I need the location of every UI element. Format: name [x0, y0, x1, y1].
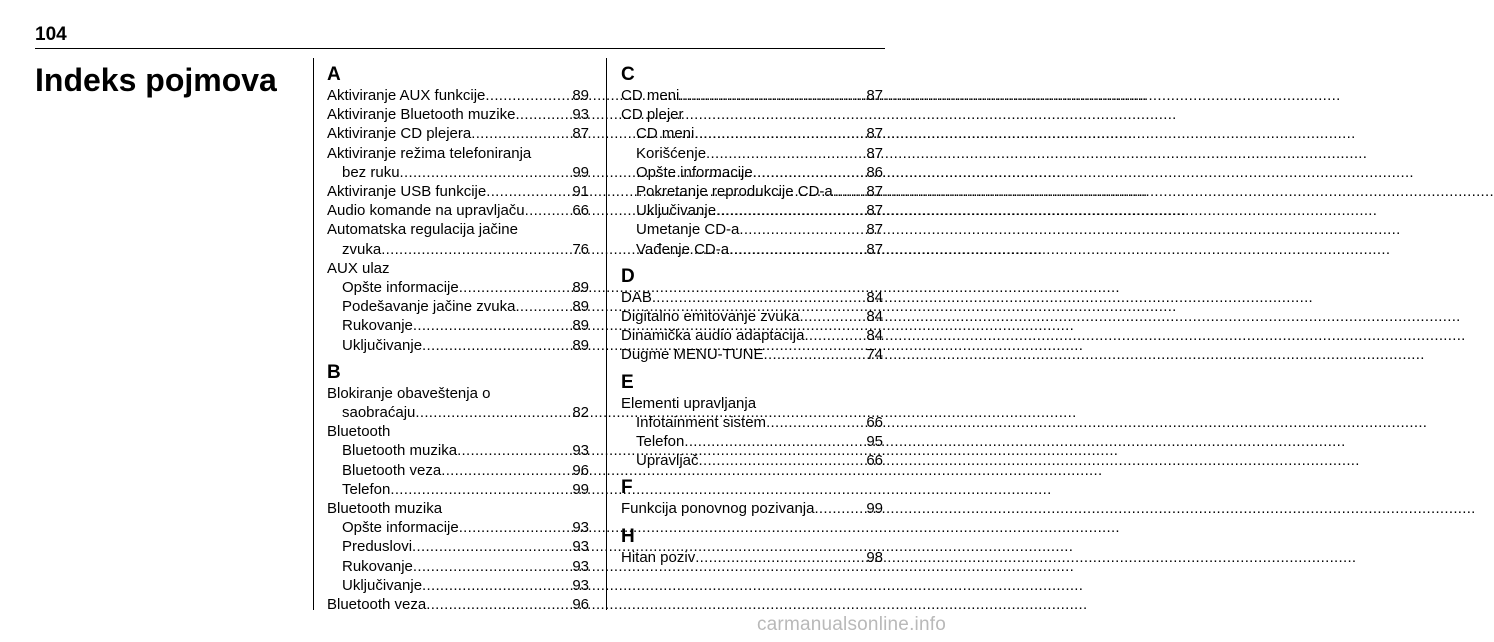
column-divider-1 — [313, 58, 314, 610]
entry-label: bez ruku — [342, 163, 400, 181]
index-subentry — [327, 518, 589, 537]
watermark-text: carmanualsonline.info — [756, 614, 946, 635]
dot-leader — [525, 201, 572, 220]
dot-leader — [706, 144, 865, 163]
entry-page-number: 87 — [572, 125, 589, 143]
dot-leader — [699, 451, 866, 470]
entry-label: Aktiviranje CD plejera — [327, 125, 472, 143]
dot-leader — [422, 576, 571, 595]
dot-leader — [804, 326, 865, 345]
entry-page-number: 89 — [572, 298, 589, 316]
entry-label: Podešavanje jačine zvuka — [342, 298, 516, 316]
dot-leader — [716, 201, 865, 220]
index-subentry — [327, 278, 589, 297]
index-subentry — [621, 201, 883, 220]
section-letter: F — [621, 477, 633, 499]
index-subentry — [621, 124, 883, 143]
index-subentry — [327, 240, 589, 259]
dot-leader — [390, 480, 571, 499]
header-rule — [35, 48, 885, 49]
entry-label: Preduslovi — [342, 538, 413, 556]
entry-page-number: 84 — [866, 288, 883, 306]
entry-label: Hitan poziv — [621, 548, 696, 566]
index-section — [621, 372, 883, 471]
dot-leader — [485, 86, 571, 105]
entry-label: CD plejer — [621, 106, 684, 124]
index-subentry — [621, 240, 883, 259]
dot-leader — [413, 316, 571, 335]
entry-page-number: 91 — [572, 183, 589, 201]
index-entry — [621, 326, 883, 345]
entry-label: Telefon — [342, 480, 391, 498]
dot-leader — [422, 336, 571, 355]
index-entry — [327, 499, 589, 518]
entry-label: CD meni — [621, 87, 680, 104]
index-subentry — [327, 576, 589, 595]
entry-page-number: 87 — [866, 183, 883, 201]
index-entry — [621, 288, 883, 307]
dot-leader — [833, 182, 866, 201]
index-section — [621, 526, 883, 567]
entry-label: AUX ulaz — [327, 259, 390, 277]
entry-page-number: 86 — [866, 163, 883, 181]
dot-leader — [729, 240, 865, 259]
entry-label: Funkcija ponovnog pozivanja — [621, 500, 815, 518]
index-subentry — [327, 163, 589, 182]
entry-label: Bluetooth muzika — [327, 500, 443, 518]
entry-label: Opšte informacije — [342, 279, 459, 297]
entry-label: Aktiviranje Bluetooth muzike — [327, 106, 516, 124]
index-subentry — [327, 461, 589, 480]
index-subentry — [621, 182, 883, 201]
index-column-1 — [327, 64, 589, 621]
section-letter: H — [621, 525, 635, 547]
entry-label: Uključivanje — [342, 576, 423, 594]
entry-label: Rukovanje — [342, 557, 413, 575]
entry-label: Digitalno emitovanje zvuka — [621, 308, 800, 326]
dot-leader — [679, 86, 865, 105]
dot-leader — [684, 432, 865, 451]
dot-leader — [415, 403, 571, 422]
entry-label: Aktiviranje režima telefoniranja — [327, 144, 532, 162]
entry-label: Upravljač — [636, 452, 699, 470]
dot-leader — [413, 557, 571, 576]
entry-page-number: 66 — [866, 413, 883, 431]
entry-page-number: 96 — [572, 461, 589, 479]
index-subentry — [621, 144, 883, 163]
index-subentry — [621, 451, 883, 470]
entry-page-number: 89 — [572, 279, 589, 297]
section-letter: B — [327, 361, 341, 383]
entry-label: zvuka — [342, 240, 382, 258]
entry-page-number: 66 — [866, 452, 883, 470]
entry-label: saobraćaju — [342, 404, 416, 422]
page-number: 104 — [35, 24, 67, 45]
index-entry — [621, 499, 883, 518]
index-entry — [621, 345, 883, 364]
index-entry — [327, 124, 589, 143]
index-subentry — [621, 413, 883, 432]
entry-page-number: 93 — [572, 576, 589, 594]
dot-leader — [764, 345, 866, 364]
entry-label: Aktiviranje AUX funkcije — [327, 87, 486, 104]
index-subentry — [327, 316, 589, 335]
entry-page-number: 82 — [572, 404, 589, 422]
entry-page-number: 99 — [572, 163, 589, 181]
entry-page-number: 99 — [866, 500, 883, 518]
entry-label: Pokretanje reprodukcije CD-a — [636, 183, 833, 201]
index-subentry — [621, 432, 883, 451]
section-letter: E — [621, 371, 634, 393]
page-title: Indeks pojmova — [35, 62, 277, 98]
entry-page-number: 89 — [572, 336, 589, 354]
entry-page-number: 84 — [866, 308, 883, 326]
dot-leader — [652, 288, 865, 307]
entry-page-number: 66 — [572, 202, 589, 220]
index-section — [327, 64, 589, 355]
dot-leader — [695, 548, 865, 567]
index-entry — [327, 259, 589, 278]
index-entry — [327, 182, 589, 201]
entry-label: Rukovanje — [342, 317, 413, 335]
entry-page-number: 96 — [572, 596, 589, 614]
dot-leader — [400, 163, 572, 182]
entry-label: Dugme MENU-TUNE — [621, 346, 764, 364]
dot-leader — [426, 595, 571, 614]
entry-label: Dinamička audio adaptacija — [621, 327, 805, 345]
dot-leader — [515, 297, 571, 316]
entry-label: Bluetooth veza — [327, 596, 427, 614]
entry-label: Bluetooth veza — [342, 461, 442, 479]
dot-leader — [381, 240, 571, 259]
entry-label: Uključivanje — [342, 336, 423, 354]
entry-page-number: 93 — [572, 106, 589, 124]
entry-label: Vađenje CD-a — [636, 240, 730, 258]
index-entry — [327, 384, 589, 403]
entry-page-number: 87 — [866, 240, 883, 258]
entry-label: Opšte informacije — [342, 519, 459, 537]
entry-label: Opšte informacije — [636, 163, 753, 181]
section-letter: D — [621, 265, 635, 287]
entry-page-number: 87 — [866, 144, 883, 162]
dot-leader — [459, 518, 572, 537]
dot-leader — [766, 413, 865, 432]
index-subentry — [327, 537, 589, 556]
entry-page-number: 93 — [572, 557, 589, 575]
dot-leader — [486, 182, 571, 201]
entry-label: Infotainment sistem — [636, 413, 767, 431]
entry-label: CD meni — [636, 125, 695, 143]
index-subentry — [327, 480, 589, 499]
entry-label: Umetanje CD-a — [636, 221, 740, 239]
index-subentry — [327, 336, 589, 355]
dot-leader — [459, 278, 572, 297]
dot-leader — [739, 220, 865, 239]
index-entry — [621, 307, 883, 326]
entry-page-number: 87 — [866, 221, 883, 239]
index-entry — [621, 105, 883, 124]
entry-page-number: 87 — [866, 87, 883, 104]
index-column-2 — [621, 64, 883, 574]
dot-leader — [814, 499, 865, 518]
entry-label: Korišćenje — [636, 144, 707, 162]
index-subentry — [327, 297, 589, 316]
entry-page-number: 98 — [866, 548, 883, 566]
index-entry — [621, 548, 883, 567]
entry-label: Bluetooth — [327, 423, 391, 441]
entry-label: Uključivanje — [636, 202, 717, 220]
index-entry — [327, 105, 589, 124]
index-section — [621, 266, 883, 365]
index-entry — [621, 86, 883, 105]
index-subentry — [327, 403, 589, 422]
entry-label: Aktiviranje USB funkcije — [327, 183, 487, 201]
dot-leader — [799, 307, 865, 326]
index-subentry — [327, 557, 589, 576]
entry-page-number: 74 — [866, 346, 883, 364]
entry-page-number: 93 — [572, 442, 589, 460]
dot-leader — [457, 441, 571, 460]
index-entry — [327, 595, 589, 614]
entry-page-number: 93 — [572, 538, 589, 556]
entry-page-number: 93 — [572, 519, 589, 537]
entry-page-number: 95 — [866, 433, 883, 451]
index-entry — [621, 394, 883, 413]
dot-leader — [753, 163, 866, 182]
entry-label: Automatska regulacija jačine — [327, 221, 518, 239]
index-section — [327, 362, 589, 614]
entry-page-number: 99 — [572, 480, 589, 498]
entry-page-number: 87 — [866, 125, 883, 143]
index-entry — [327, 86, 589, 105]
dot-leader — [412, 537, 571, 556]
index-entry — [327, 201, 589, 220]
entry-page-number: 89 — [572, 87, 589, 104]
entry-label: Audio komande na upravljaču — [327, 202, 525, 220]
index-subentry — [621, 163, 883, 182]
entry-page-number: 89 — [572, 317, 589, 335]
section-letter: C — [621, 64, 635, 85]
dot-leader — [441, 461, 571, 480]
entry-label: Blokiranje obaveštenja o — [327, 384, 491, 402]
entry-label: Elementi upravljanja — [621, 394, 757, 412]
index-subentry — [327, 441, 589, 460]
entry-label: Telefon — [636, 433, 685, 451]
index-entry — [327, 220, 589, 239]
dot-leader — [515, 105, 571, 124]
index-entry — [327, 144, 589, 163]
entry-page-number: 76 — [572, 240, 589, 258]
entry-page-number: 87 — [866, 202, 883, 220]
index-entry — [327, 422, 589, 441]
section-letter: A — [327, 64, 341, 85]
index-section — [621, 64, 883, 259]
entry-label: DAB — [621, 288, 652, 306]
dot-leader — [471, 124, 571, 143]
index-subentry — [621, 220, 883, 239]
entry-label: Bluetooth muzika — [342, 442, 458, 460]
entry-page-number: 84 — [866, 327, 883, 345]
index-section — [621, 477, 883, 518]
dot-leader — [694, 124, 865, 143]
